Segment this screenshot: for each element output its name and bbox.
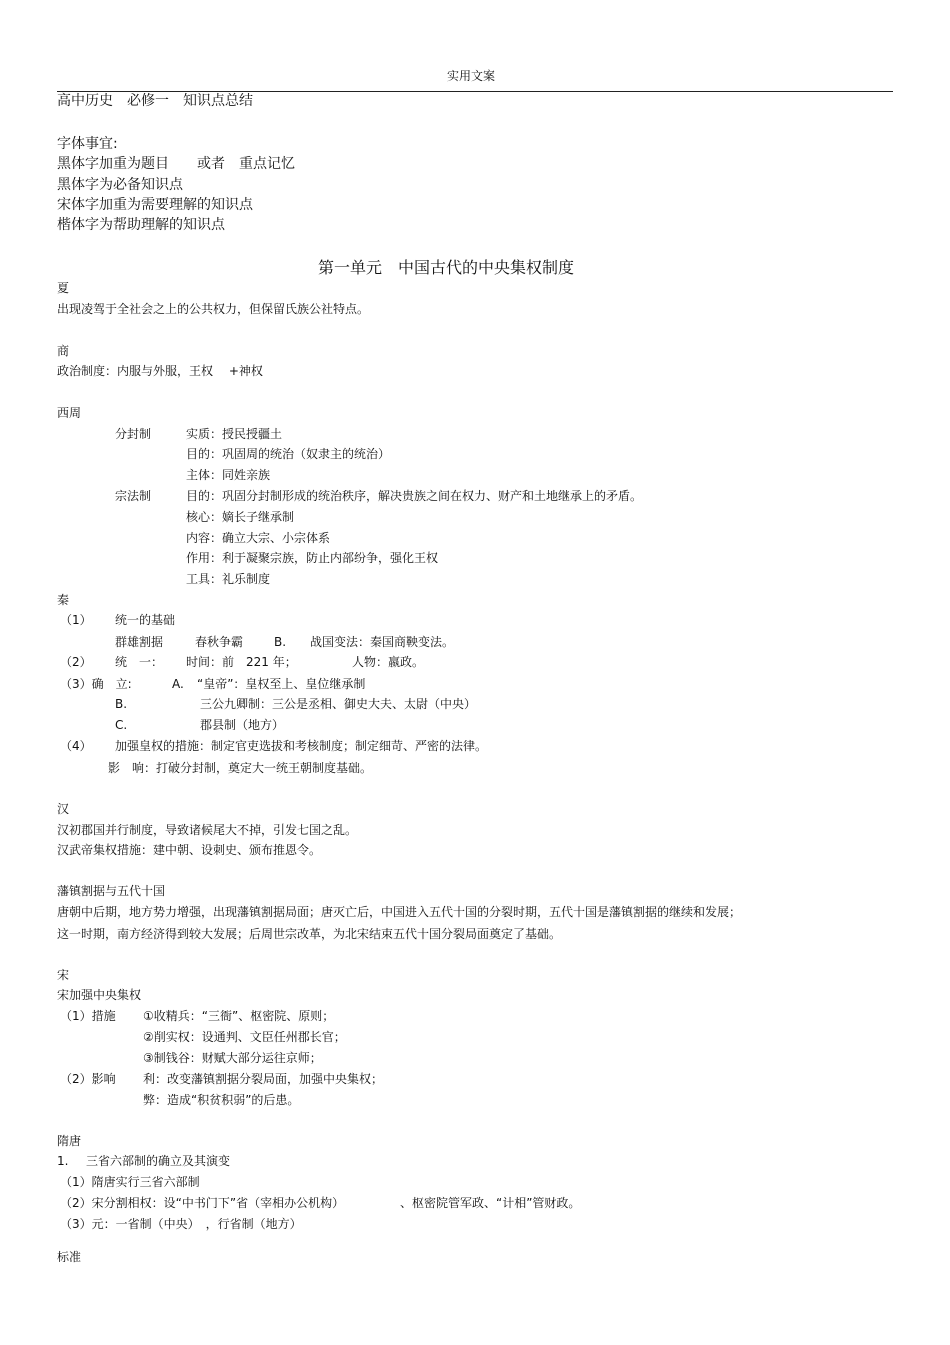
song-effect: 弊：造成“积贫积弱”的后患。 — [143, 1093, 300, 1107]
qin-text: A. — [172, 677, 184, 691]
song-item-number: （1）措施 — [60, 1009, 116, 1023]
qin-text: 人物：嬴政。 — [352, 655, 425, 669]
qin-text: B. — [274, 635, 287, 649]
song-measure: ②削实权：设通判、文臣任州郡长官； — [143, 1030, 346, 1044]
qin-text: 郡县制（地方） — [200, 718, 285, 732]
suitang-text: （2）宋分割相权：设“中书门下”省（宰相办公机构） — [60, 1196, 345, 1210]
qin-text: B. — [115, 697, 128, 711]
qin-text: 春秋争霸 — [195, 635, 244, 649]
zongfa-item: 内容：确立大宗、小宗体系 — [186, 531, 331, 545]
qin-text: 时间：前 221 年； — [186, 655, 297, 669]
song-measure: ①收精兵：“三衙”、枢密院、原则； — [143, 1009, 335, 1023]
doc-title: 高中历史 必修一 知识点总结 — [57, 93, 253, 109]
section-heading-shang: 商 — [57, 344, 70, 358]
fanzhen-text: 这一时期，南方经济得到较大发展；后周世宗改革，为北宋结束五代十国分裂局面奠定了基础。 — [57, 927, 562, 941]
song-measure: ③制钱谷：财赋大部分运往京师； — [143, 1051, 322, 1065]
fenfeng-item: 目的：巩固周的统治（奴隶主的统治） — [186, 447, 391, 461]
running-header: 实用文案 — [447, 69, 496, 83]
song-effect: 利：改变藩镇割据分裂局面，加强中央集权； — [143, 1072, 384, 1086]
section-heading-han: 汉 — [57, 802, 70, 816]
xia-text: 出现凌驾于全社会之上的公共权力，但保留氏族公社特点。 — [57, 302, 370, 316]
qin-item-number: （4） — [60, 739, 92, 753]
qin-item-number: （1） — [60, 613, 92, 627]
shang-text: 政治制度：内服与外服，王权 +神权 — [57, 364, 263, 378]
section-heading-suitang: 隋唐 — [57, 1134, 82, 1148]
han-text: 汉武帝集权措施：建中朝、设刺史、颁布推恩令。 — [57, 843, 322, 857]
qin-text: 群雄割据 — [115, 635, 164, 649]
song-subheading: 宋加强中央集权 — [57, 988, 142, 1002]
zongfa-label: 宗法制 — [115, 489, 152, 503]
suitang-item-number: 1. — [57, 1154, 69, 1168]
fenfeng-item: 实质：授民授疆土 — [186, 427, 283, 441]
qin-item-number: （2） — [60, 655, 92, 669]
section-heading-song: 宋 — [57, 968, 70, 982]
zongfa-item: 工具：礼乐制度 — [186, 572, 271, 586]
unit-title: 第一单元 中国古代的中央集权制度 — [318, 258, 575, 277]
suitang-text: 、枢密院管军政、“计相”管财政。 — [400, 1196, 581, 1210]
suitang-text: （3）元：一省制（中央） ，行省制（地方） — [60, 1217, 302, 1231]
han-text: 汉初郡国并行制度，导致诸候尾大不掉，引发七国之乱。 — [57, 823, 358, 837]
zongfa-item: 核心：嫡长子继承制 — [186, 510, 295, 524]
qin-item-text: 统一的基础 — [115, 613, 176, 627]
qin-item-text: 加强皇权的措施：制定官吏选拔和考核制度；制定细苛、严密的法律。 — [115, 739, 488, 753]
qin-text: C. — [115, 718, 128, 732]
fenfeng-item: 主体：同姓亲族 — [186, 468, 271, 482]
font-note: 黑体字加重为题目 或者 重点记忆 — [57, 156, 295, 172]
qin-text: 战国变法：秦国商鞅变法。 — [310, 635, 455, 649]
qin-text: “皇帝”：皇权至上、皇位继承制 — [197, 677, 366, 691]
section-heading-xia: 夏 — [57, 281, 70, 295]
font-note: 字体事宜: — [57, 136, 118, 152]
section-heading-fanzhen: 藩镇割据与五代十国 — [57, 884, 166, 898]
font-note: 黑体字为必备知识点 — [57, 177, 183, 193]
suitang-item-text: 三省六部制的确立及其演变 — [86, 1154, 231, 1168]
section-heading-qin: 秦 — [57, 593, 70, 607]
qin-item-number: （3）确 立: — [60, 677, 132, 691]
font-note: 宋体字加重为需要理解的知识点 — [57, 197, 253, 213]
fenfeng-label: 分封制 — [115, 427, 152, 441]
zongfa-item: 目的：巩固分封制形成的统治秩序，解决贵族之间在权力、财产和土地继承上的矛盾。 — [186, 489, 643, 503]
qin-text: 三公九卿制：三公是丞相、御史大夫、太尉（中央） — [200, 697, 477, 711]
qin-text: 统 一： — [115, 655, 164, 669]
suitang-text: （1）隋唐实行三省六部制 — [60, 1175, 200, 1189]
song-item-number: （2）影响 — [60, 1072, 116, 1086]
section-heading-xizhou: 西周 — [57, 406, 82, 420]
font-note: 楷体字为帮助理解的知识点 — [57, 217, 225, 233]
footer-label: 标准 — [57, 1250, 82, 1264]
qin-text: 影 响：打破分封制，奠定大一统王朝制度基础。 — [108, 761, 373, 775]
fanzhen-text: 唐朝中后期，地方势力增强，出现藩镇割据局面；唐灭亡后，中国进入五代十国的分裂时期，五代十国是藩镇割据的继续和发展； — [57, 905, 742, 919]
zongfa-item: 作用：利于凝聚宗族，防止内部纷争，强化王权 — [186, 551, 439, 565]
